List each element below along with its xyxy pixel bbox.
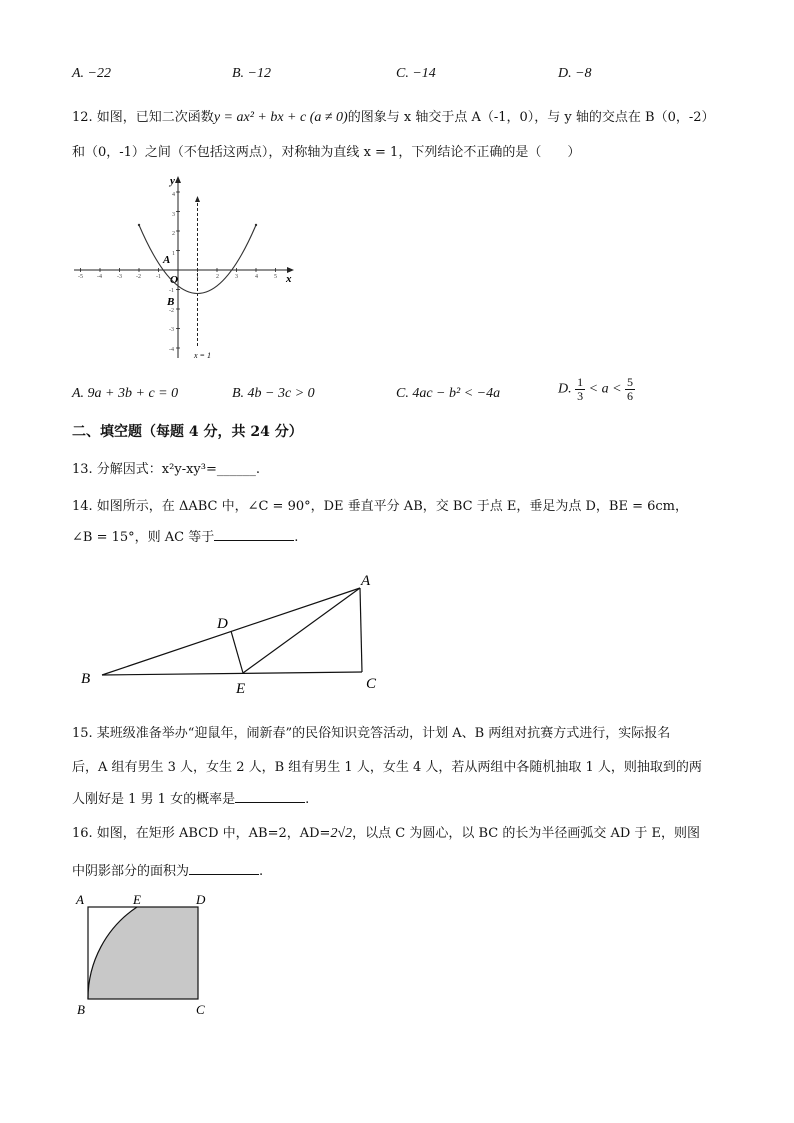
point-b-label: B: [167, 296, 175, 308]
q12-option-a: A. 9a + 3b + c = 0: [72, 386, 179, 401]
label-a: A: [361, 573, 371, 589]
q16-line2-pre: 中阴影部分的面积为: [72, 864, 190, 879]
answer-blank: [235, 790, 305, 803]
q16-line1-pre: 16. 如图，在矩形 ABCD 中，AB=2，AD=: [72, 826, 331, 841]
x-tick: -3: [117, 274, 122, 280]
origin-label: O: [170, 274, 178, 286]
parabola-end-left: [138, 224, 140, 226]
q15-line3-pre: 人刚好是 1 男 1 女的概率是: [72, 792, 236, 807]
label-d: D: [217, 616, 228, 632]
y-tick: -4: [169, 347, 174, 353]
q12-line2: 和（0，-1）之间（不包括这两点），对称轴为直线 x = 1，下列结论不正确的是（ ）: [72, 145, 581, 160]
label-e: E: [236, 681, 246, 697]
shaded-region: [88, 907, 198, 999]
label-c: C: [196, 1002, 205, 1017]
q15-line3-post: .: [305, 792, 310, 807]
q13: 13. 分解因式：x²y-xy³=______.: [72, 462, 260, 477]
segment-ac: [360, 588, 362, 672]
q11-option-c: C. −14: [396, 66, 436, 81]
x-tick: 2: [216, 274, 219, 280]
fraction-numerator: 1: [577, 375, 584, 389]
q16-line2: [72, 860, 263, 879]
label-c: C: [366, 676, 377, 692]
x-tick: -1: [156, 274, 161, 280]
x-tick: -5: [78, 274, 83, 280]
fraction-five-sixths: [625, 376, 635, 403]
q15-line2: 后，A 组有男生 3 人，女生 2 人，B 组有男生 1 人，女生 4 人，若从两组中各随机抽取 1 人，则抽取到的两: [72, 760, 702, 775]
y-tick: -3: [169, 327, 174, 333]
fraction-numerator: 5: [627, 375, 634, 389]
y-axis-arrow: [175, 176, 181, 183]
symmetry-axis-label: x = 1: [194, 351, 211, 360]
x-tick: -4: [97, 274, 102, 280]
fraction-one-third: [575, 376, 585, 403]
q12-option-b: B. 4b − 3c > 0: [232, 386, 315, 401]
q12-line1: [72, 106, 715, 126]
q12-option-d-prefix: D.: [558, 381, 572, 397]
q12-option-c: C. 4ac − b² < −4a: [396, 386, 501, 401]
q12-formula: y = ax² + bx + c (a ≠ 0): [213, 110, 348, 125]
q12-parabola-graph: [72, 172, 302, 364]
label-b: B: [77, 1002, 85, 1017]
answer-blank: [214, 528, 294, 541]
q12-line1-pre: 12. 如图，已知二次函数: [72, 110, 214, 125]
q11-option-b: B. −12: [232, 66, 271, 81]
label-d: D: [196, 892, 206, 907]
answer-blank: [189, 862, 259, 875]
fraction-denominator: 3: [577, 389, 584, 403]
x-tick: 1: [196, 274, 199, 280]
q14-triangle-figure: [74, 566, 394, 698]
segment-ae: [243, 588, 360, 673]
sqrt-expression: 2√2: [330, 826, 353, 841]
q14-line2-post: .: [294, 530, 299, 545]
q14-line2: [72, 526, 298, 545]
q15-line3: [72, 788, 309, 807]
y-tick: -1: [169, 288, 174, 294]
x-tick: 5: [274, 274, 277, 280]
label-e: E: [133, 892, 141, 907]
q14-line1: 14. 如图所示，在 ΔABC 中，∠C = 90°，DE 垂直平分 AB，交 BC 于点 E，垂足为点 D，BE = 6cm，: [72, 499, 689, 514]
fraction-denominator: 6: [627, 389, 634, 403]
point-a-label: A: [163, 254, 171, 266]
label-b: B: [81, 671, 91, 687]
q14-line2-pre: ∠B = 15°，则 AC 等于: [72, 530, 215, 545]
q16-rectangle-figure: [72, 890, 222, 1020]
x-axis-label: x: [286, 273, 292, 285]
q12-line1-post: 的图象与 x 轴交于点 A（-1，0），与 y 轴的交点在 B（0，-2）: [347, 110, 715, 125]
y-axis-label: y: [170, 175, 175, 187]
q11-option-a: A. −22: [72, 66, 111, 81]
x-tick: 4: [255, 274, 258, 280]
q16-line1: [72, 822, 700, 842]
q11-option-d: D. −8: [558, 66, 592, 81]
q11-options: [72, 66, 712, 86]
x-tick: 3: [235, 274, 238, 280]
symmetry-axis-arrow: [195, 196, 200, 202]
y-tick: 3: [172, 212, 175, 218]
y-ticks: [169, 192, 175, 353]
y-tick: 2: [172, 231, 175, 237]
q12-option-d: [558, 376, 635, 403]
y-tick: 4: [172, 192, 175, 198]
x-tick: -2: [136, 274, 141, 280]
y-tick: -2: [169, 308, 174, 314]
segment-de: [231, 631, 243, 673]
q12-options: [72, 375, 712, 414]
q16-line2-post: .: [259, 864, 264, 879]
parabola-end-right: [255, 224, 257, 226]
q15-line1: 15. 某班级准备举办“迎鼠年，闹新春”的民俗知识竞答活动，计划 A、B 两组对抗赛方式进行，实际报名: [72, 726, 671, 741]
label-a: A: [76, 892, 84, 907]
segment-bc: [102, 672, 362, 675]
q16-line1-post: ，以点 C 为圆心，以 BC 的长为半径画弧交 AD 于 E，则图: [352, 826, 701, 841]
y-tick: 1: [172, 251, 175, 257]
q12-option-d-mid: < a <: [588, 381, 622, 397]
section-title: 二、填空题（每题 4 分，共 24 分）: [72, 424, 303, 440]
